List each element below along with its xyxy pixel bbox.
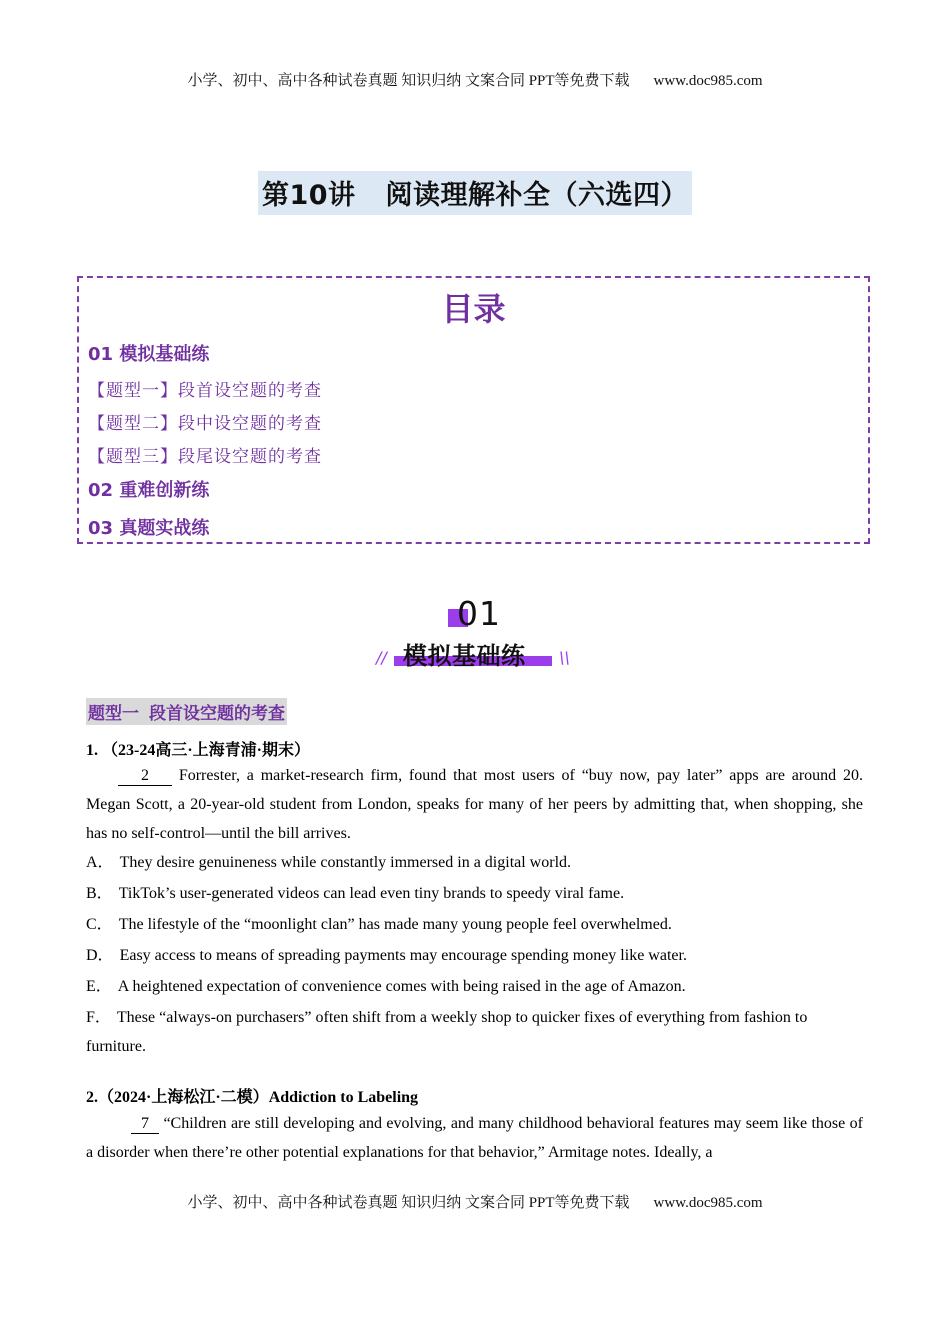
watermark-text: 小学、初中、高中各种试卷真题 知识归纳 文案合同 PPT等免费下载 [187, 73, 630, 89]
page-title [258, 171, 692, 215]
option-b[interactable]: B． TikTok’s user-generated videos can lead even tiny brands to speedy viral fame. [86, 885, 625, 902]
question-title: Addiction to Labeling [268, 1089, 419, 1106]
toc-item-01[interactable]: 01 模拟基础练 [88, 344, 210, 365]
lecture-topic: 阅读理解补全（六选四） [385, 180, 689, 211]
lecture-number: 第10讲 [261, 180, 356, 211]
answer-blank[interactable]: 2 [118, 767, 172, 786]
toc-item-03[interactable]: 03 真题实战练 [88, 518, 210, 539]
watermark-text: 小学、初中、高中各种试卷真题 知识归纳 文案合同 PPT等免费下载 [187, 1195, 630, 1211]
watermark-url: www.doc985.com [653, 1195, 763, 1211]
type-prefix: 题型一 [88, 704, 139, 724]
option-c[interactable]: C． The lifestyle of the “moonlight clan” has made many young people feel overwhelmed. [86, 916, 672, 933]
toc-heading: 目录 [441, 290, 506, 328]
toc-item-type3[interactable]: 【题型三】段尾设空题的考查 [88, 447, 322, 467]
banner-slash-left-icon: // [376, 648, 387, 667]
question-source: （2024·上海松江·二模） [98, 1089, 269, 1106]
question-number: 2. [86, 1089, 98, 1106]
passage-text: Forrester, a market-research firm, found that most users of “buy now, pay later” apps are around 20. Megan Scott, a 20-year-old student from London, speaks for many of her peers by admitting that, when shopping, she has no self-control—until the bill arrives. [86, 767, 864, 842]
passage-text: “Children are still developing and evolving, and many childhood behavioral features may seem like those of a disorder when there’re other potential explanations for that behavior,” Armitage notes. Ideally, a [86, 1115, 864, 1161]
option-f[interactable]: F． These “always-on purchasers” often shift from a weekly shop to quicker fixes of everything from fashion to furniture. [86, 1009, 808, 1055]
question-1-passage [86, 761, 863, 848]
question-type-heading [86, 698, 287, 725]
banner-number: 01 [457, 594, 501, 633]
question-source: （23-24高三·上海青浦·期末） [102, 742, 311, 759]
watermark-url: www.doc985.com [653, 73, 763, 89]
question-1-header [86, 737, 310, 760]
section-banner [375, 594, 575, 674]
question-2-header [86, 1084, 418, 1107]
option-d[interactable]: D． Easy access to means of spreading payments may encourage spending money like water. [86, 947, 687, 964]
option-a[interactable]: A． They desire genuineness while constantly immersed in a digital world. [86, 854, 572, 871]
toc-item-type2[interactable]: 【题型二】段中设空题的考查 [88, 414, 322, 434]
type-label: 段首设空题的考查 [149, 704, 285, 724]
banner-slash-right-icon: \\ [559, 648, 570, 667]
table-of-contents [77, 276, 870, 544]
answer-blank[interactable]: 7 [131, 1115, 159, 1134]
banner-label: 模拟基础练 [403, 642, 526, 670]
option-e[interactable]: E． A heightened expectation of convenience comes with being raised in the age of Amazon. [86, 978, 686, 995]
toc-item-type1[interactable]: 【题型一】段首设空题的考查 [88, 381, 322, 401]
toc-item-02[interactable]: 02 重难创新练 [88, 480, 210, 501]
footer-watermark [0, 1191, 950, 1212]
page-title-wrap [0, 171, 950, 215]
question-2-passage [86, 1109, 863, 1167]
header-watermark [0, 69, 950, 90]
question-number: 1. [86, 742, 98, 759]
